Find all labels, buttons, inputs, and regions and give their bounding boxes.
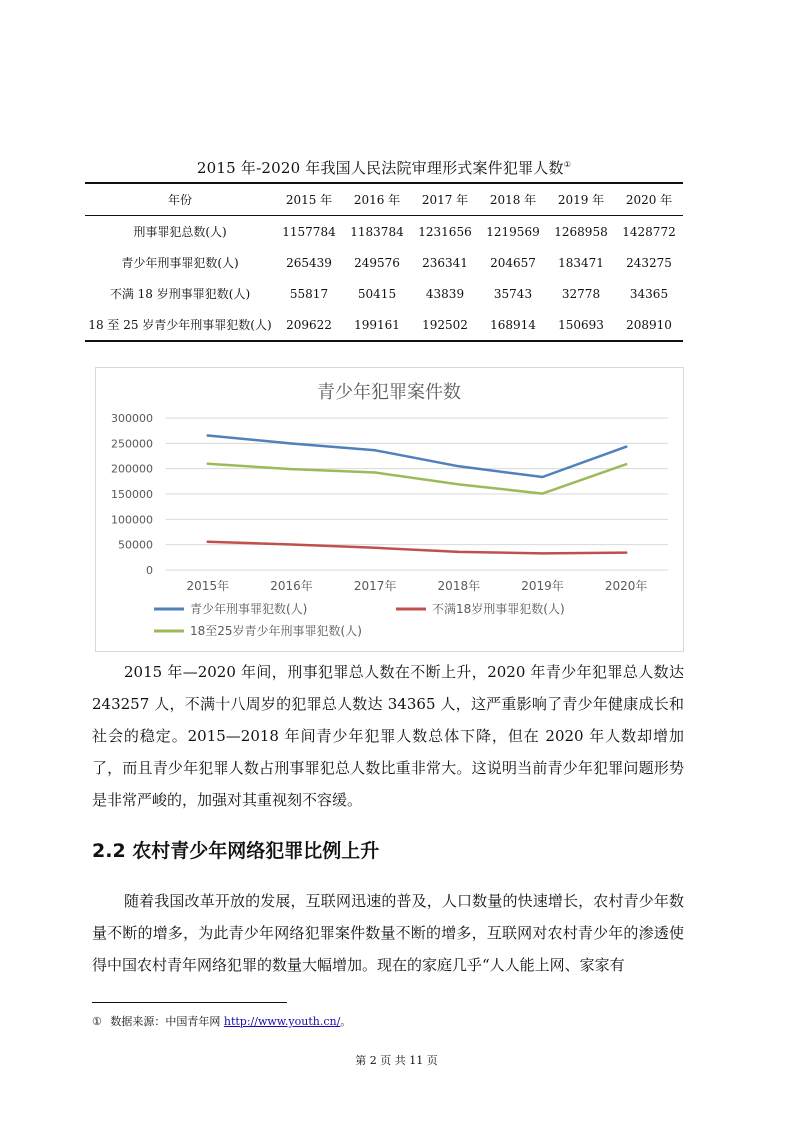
table-cell: 209622 — [275, 309, 343, 341]
data-point — [541, 476, 543, 478]
table-cell: 150693 — [547, 309, 615, 341]
header-cell: 2020 年 — [615, 183, 683, 216]
x-tick-label: 2016年 — [270, 579, 313, 593]
y-tick-label: 0 — [146, 564, 153, 577]
table-cell: 不满 18 岁刑事罪犯数(人) — [109, 287, 251, 301]
source-link[interactable]: http://www.youth.cn/ — [223, 1015, 341, 1028]
table-title — [85, 157, 683, 178]
data-point — [625, 463, 627, 465]
table-cell: 265439 — [286, 255, 332, 270]
x-tick-label: 2020年 — [604, 579, 648, 593]
youth-crime-line-chart — [95, 367, 684, 652]
table-cell: 199161 — [343, 309, 411, 341]
footnote-suffix: 。 — [340, 1015, 352, 1028]
y-tick-label: 100000 — [111, 513, 153, 527]
table-cell: 55817 — [289, 286, 329, 301]
table-cell: 1428772 — [622, 224, 676, 239]
table-cell: 183471 — [558, 255, 604, 270]
data-point — [290, 543, 292, 545]
table-cell: 43839 — [425, 286, 465, 301]
data-point — [207, 541, 209, 543]
table-cell: 1157784 — [282, 224, 336, 239]
chart-svg — [96, 368, 683, 651]
header-cell: 年份 — [85, 183, 275, 216]
data-point — [458, 465, 460, 467]
analysis-paragraph: 2015 年—2020 年间，刑事犯罪总人数在不断上升，2020 年青少年犯罪总人数达 243257 人，不满十八周岁的犯罪总人数达 34365 人，这严重影响了青少年健康成长和社会的稳定。2015—2018 年间青少年犯罪人数总体下降，但在 2020 年人数却增加了，而且青少年犯罪人数占刑事罪犯总人数比重非常大。这说明当前青少年犯罪问题形势是非常严峻的，加强对其重视刻不容缓。 — [92, 663, 684, 809]
body-paragraph: 随着我国改革开放的发展，互联网迅速的普及，人口数量的快速增长，农村青少年数量不断的增多，为此青少年网络犯罪案件数量不断的增多，互联网对农村青少年的渗透使得中国农村青年网络犯罪的数量大幅增加。现在的家庭几乎“人人能上网、家家有 — [92, 892, 684, 974]
footnote — [92, 1013, 351, 1029]
footnote-text: 数据来源：中国青年网 — [110, 1015, 221, 1028]
table-cell: 35743 — [493, 286, 533, 301]
crime-statistics-table — [85, 182, 683, 342]
legend-label: 青少年刑事罪犯数(人) — [190, 602, 308, 616]
table-cell: 1268958 — [554, 224, 608, 239]
y-tick-label: 250000 — [111, 437, 153, 451]
x-tick-label: 2017年 — [353, 579, 397, 593]
footnote-marker: ① — [92, 1015, 102, 1028]
table-cell: 1183784 — [350, 224, 404, 239]
table-row — [85, 278, 683, 309]
data-point — [458, 483, 460, 485]
table-cell: 50415 — [357, 286, 397, 301]
table-cell: 236341 — [422, 255, 468, 270]
legend-label: 不满18岁刑事罪犯数(人) — [432, 602, 565, 616]
x-tick-label: 2019年 — [521, 579, 564, 593]
footnote-divider — [92, 1002, 287, 1003]
data-point — [290, 468, 292, 470]
table-cell: 34365 — [629, 286, 669, 301]
y-tick-label: 300000 — [111, 412, 153, 425]
table-title-text: 2015 年-2020 年我国人民法院审理形式案件犯罪人数 — [196, 159, 564, 177]
table-row — [85, 247, 683, 278]
table-cell: 1219569 — [486, 224, 540, 239]
x-tick-label: 2015年 — [186, 579, 230, 593]
series-line-1 — [208, 436, 626, 478]
table-cell: 1231656 — [418, 224, 472, 239]
data-point — [625, 551, 627, 553]
data-point — [458, 551, 460, 553]
table-cell: 243275 — [626, 255, 672, 270]
data-point — [625, 446, 627, 448]
table-cell: 204657 — [490, 255, 536, 270]
header-cell: 2016 年 — [343, 183, 411, 216]
section-heading: 2.2 农村青少年网络犯罪比例上升 — [92, 840, 380, 862]
table-cell: 168914 — [479, 309, 547, 341]
data-point — [541, 552, 543, 554]
y-tick-label: 50000 — [118, 538, 153, 552]
table-cell: 刑事罪犯总数(人) — [133, 225, 227, 239]
y-tick-label: 200000 — [111, 462, 153, 476]
table-row — [85, 309, 683, 341]
data-point — [374, 547, 376, 549]
table-cell: 青少年刑事罪犯数(人) — [121, 256, 239, 270]
chart-title: 青少年犯罪案件数 — [317, 382, 461, 403]
header-cell: 2015 年 — [275, 183, 343, 216]
page-number: 第 2 页 共 11 页 — [355, 1054, 438, 1067]
header-cell: 2019 年 — [547, 183, 615, 216]
table-cell: 32778 — [561, 286, 601, 301]
data-point — [207, 434, 209, 436]
x-tick-label: 2018年 — [437, 579, 481, 593]
header-cell: 2018 年 — [479, 183, 547, 216]
table-row — [85, 216, 683, 248]
table-header-row — [85, 183, 683, 216]
data-point — [374, 449, 376, 451]
footnote-ref: ① — [563, 160, 572, 169]
table-cell: 18 至 25 岁青少年刑事罪犯数(人) — [85, 309, 275, 341]
table-cell: 208910 — [615, 309, 683, 341]
legend-label: 18至25岁青少年刑事罪犯数(人) — [190, 624, 362, 638]
data-point — [541, 492, 543, 494]
header-cell: 2017 年 — [411, 183, 479, 216]
table-cell: 192502 — [411, 309, 479, 341]
data-point — [374, 471, 376, 473]
data-point — [207, 463, 209, 465]
series-line-2 — [208, 542, 626, 554]
y-tick-label: 150000 — [111, 488, 153, 501]
table-cell: 249576 — [354, 255, 400, 270]
data-point — [290, 442, 292, 444]
